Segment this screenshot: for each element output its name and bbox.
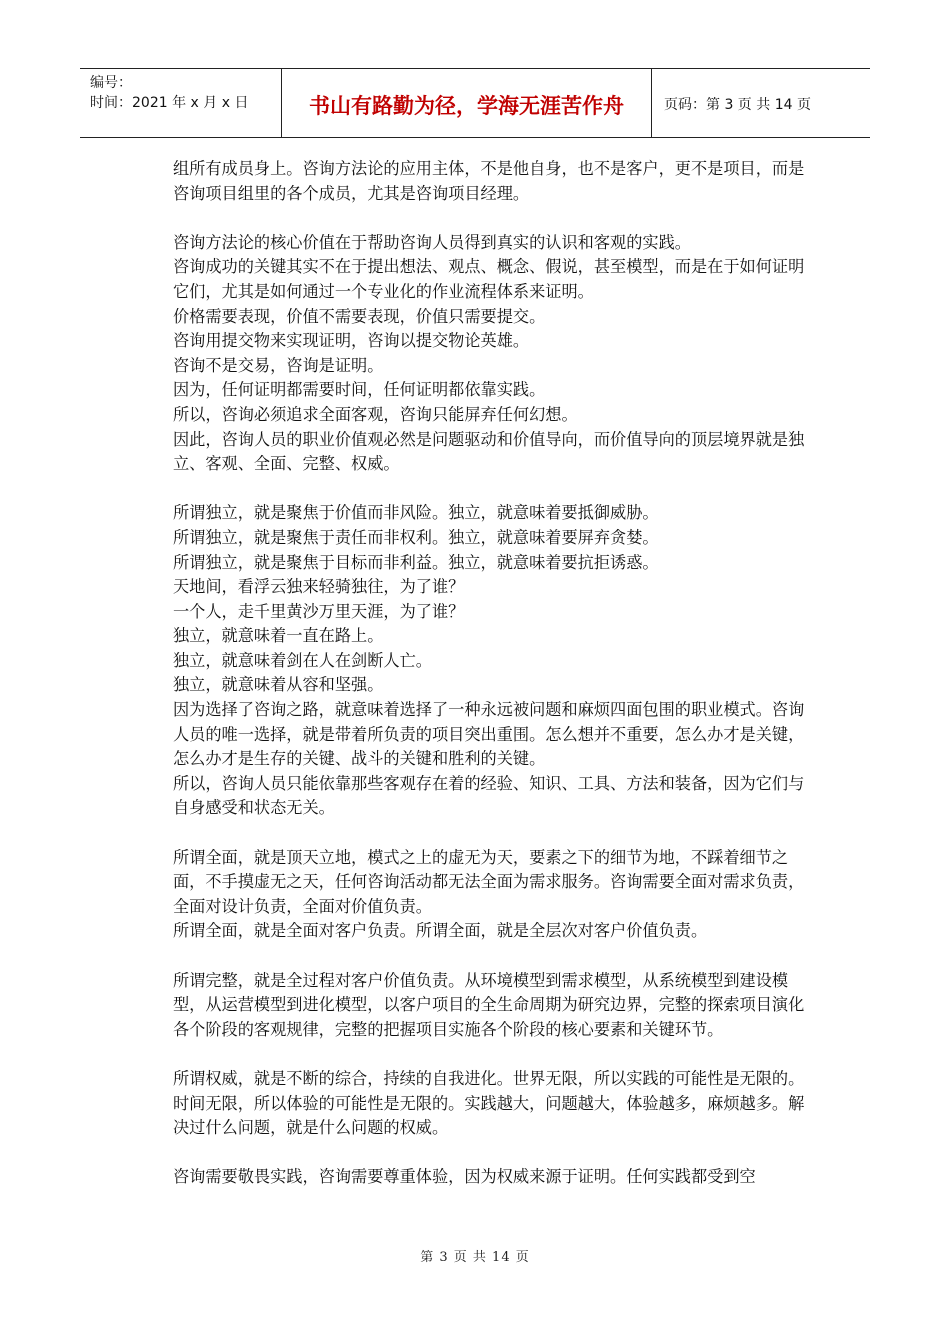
body-paragraph: 咨询需要敬畏实践，咨询需要尊重体验，因为权威来源于证明。任何实践都受到空 xyxy=(173,1167,756,1187)
body-paragraph: 所谓权威，就是不断的综合，持续的自我进化。世界无限，所以实践的可能性是无限的。时间无限，所以体验的可能性是无限的。实践越大，问题越大，体验越多，麻烦越多。解决过什么问题，就是什么问题的权威。 xyxy=(173,1068,805,1138)
body-paragraph: 所以，咨询人员只能依靠那些客观存在着的经验、知识、工具、方法和装备，因为它们与自身感受和状态无关。 xyxy=(173,773,805,818)
body-paragraph: 咨询成功的关键其实不在于提出想法、观点、概念、假说，甚至模型，而是在于如何证明它们，尤其是如何通过一个专业化的作业流程体系来证明。 xyxy=(173,257,805,301)
body-paragraph: 所谓独立，就是聚焦于目标而非利益。独立，就意味着要抗拒诱惑。 xyxy=(173,552,659,572)
header-page-number: 页码：第 3 页 共 14 页 xyxy=(664,97,811,113)
body-paragraph: 咨询不是交易，咨询是证明。 xyxy=(173,355,384,375)
body-paragraph: 所谓独立，就是聚焦于价值而非风险。独立，就意味着要抵御威胁。 xyxy=(173,503,659,523)
body-paragraph: 组所有成员身上。咨询方法论的应用主体，不是他自身，也不是客户，更不是项目，而是咨询项目组里的各个成员，尤其是咨询项目经理。 xyxy=(173,159,805,203)
body-paragraph: 所以，咨询必须追求全面客观，咨询只能屏弃任何幻想。 xyxy=(173,404,578,424)
body-paragraph: 所谓独立，就是聚焦于责任而非权利。独立，就意味着要屏弃贪婪。 xyxy=(173,527,659,547)
body-paragraph: 价格需要表现，价值不需要表现，价值只需要提交。 xyxy=(173,306,546,326)
document-number-label: 编号： xyxy=(90,75,132,91)
page-header xyxy=(80,68,870,138)
page-footer: 第 3 页 共 14 页 xyxy=(420,1250,530,1265)
body-paragraph: 咨询用提交物来实现证明，咨询以提交物论英雄。 xyxy=(173,331,530,351)
body-paragraph: 因为，任何证明都需要时间，任何证明都依靠实践。 xyxy=(173,380,546,400)
body-paragraph: 咨询方法论的核心价值在于帮助咨询人员得到真实的认识和客观的实践。 xyxy=(173,232,691,252)
paragraph-gap xyxy=(173,1042,813,1067)
body-paragraph: 独立，就意味着剑在人在剑断人亡。 xyxy=(173,650,432,670)
header-meta xyxy=(80,69,282,137)
paragraph-gap xyxy=(173,944,813,969)
paragraph-gap xyxy=(173,1141,813,1166)
body-paragraph: 所谓全面，就是全面对客户负责。所谓全面，就是全层次对客户价值负责。 xyxy=(173,921,708,941)
body-paragraph: 独立，就意味着一直在路上。 xyxy=(173,626,384,646)
header-motto: 书山有路勤为径，学海无涯苦作舟 xyxy=(282,69,652,137)
body-paragraph: 所谓完整，就是全过程对客户价值负责。从环境模型到需求模型，从系统模型到建设模型，从运营模型到进化模型，以客户项目的全生命周期为研究边界，完整的探索项目演化各个阶段的客观规律，完整的把握项目实施各个阶段的核心要素和关键环节。 xyxy=(173,970,805,1039)
body-paragraph: 独立，就意味着从容和坚强。 xyxy=(173,675,384,695)
body-paragraph: 所谓全面，就是顶天立地，模式之上的虚无为天，要素之下的细节为地，不踩着细节之面，不手摸虚无之天，任何咨询活动都无法全面为需求服务。咨询需要全面对需求负责，全面对设计负责，全面对价值负责。 xyxy=(173,847,805,916)
paragraph-gap xyxy=(173,206,813,231)
paragraph-gap xyxy=(173,821,813,846)
document-body xyxy=(173,157,813,1190)
document-date-label: 时间：2021 年 x 月 x 日 xyxy=(90,95,249,111)
body-paragraph: 因此，咨询人员的职业价值观必然是问题驱动和价值导向，而价值导向的顶层境界就是独立、客观、全面、完整、权威。 xyxy=(173,429,805,474)
paragraph-gap xyxy=(173,477,813,502)
body-paragraph: 天地间，看浮云独来轻骑独往，为了谁？ xyxy=(173,577,465,597)
body-paragraph: 一个人，走千里黄沙万里天涯，为了谁？ xyxy=(173,601,465,621)
body-paragraph: 因为选择了咨询之路，就意味着选择了一种永远被问题和麻烦四面包围的职业模式。咨询人员的唯一选择，就是带着所负责的项目突出重围。怎么想并不重要，怎么办才是关键，怎么办才是生存的关键、战斗的关键和胜利的关键。 xyxy=(173,700,805,769)
